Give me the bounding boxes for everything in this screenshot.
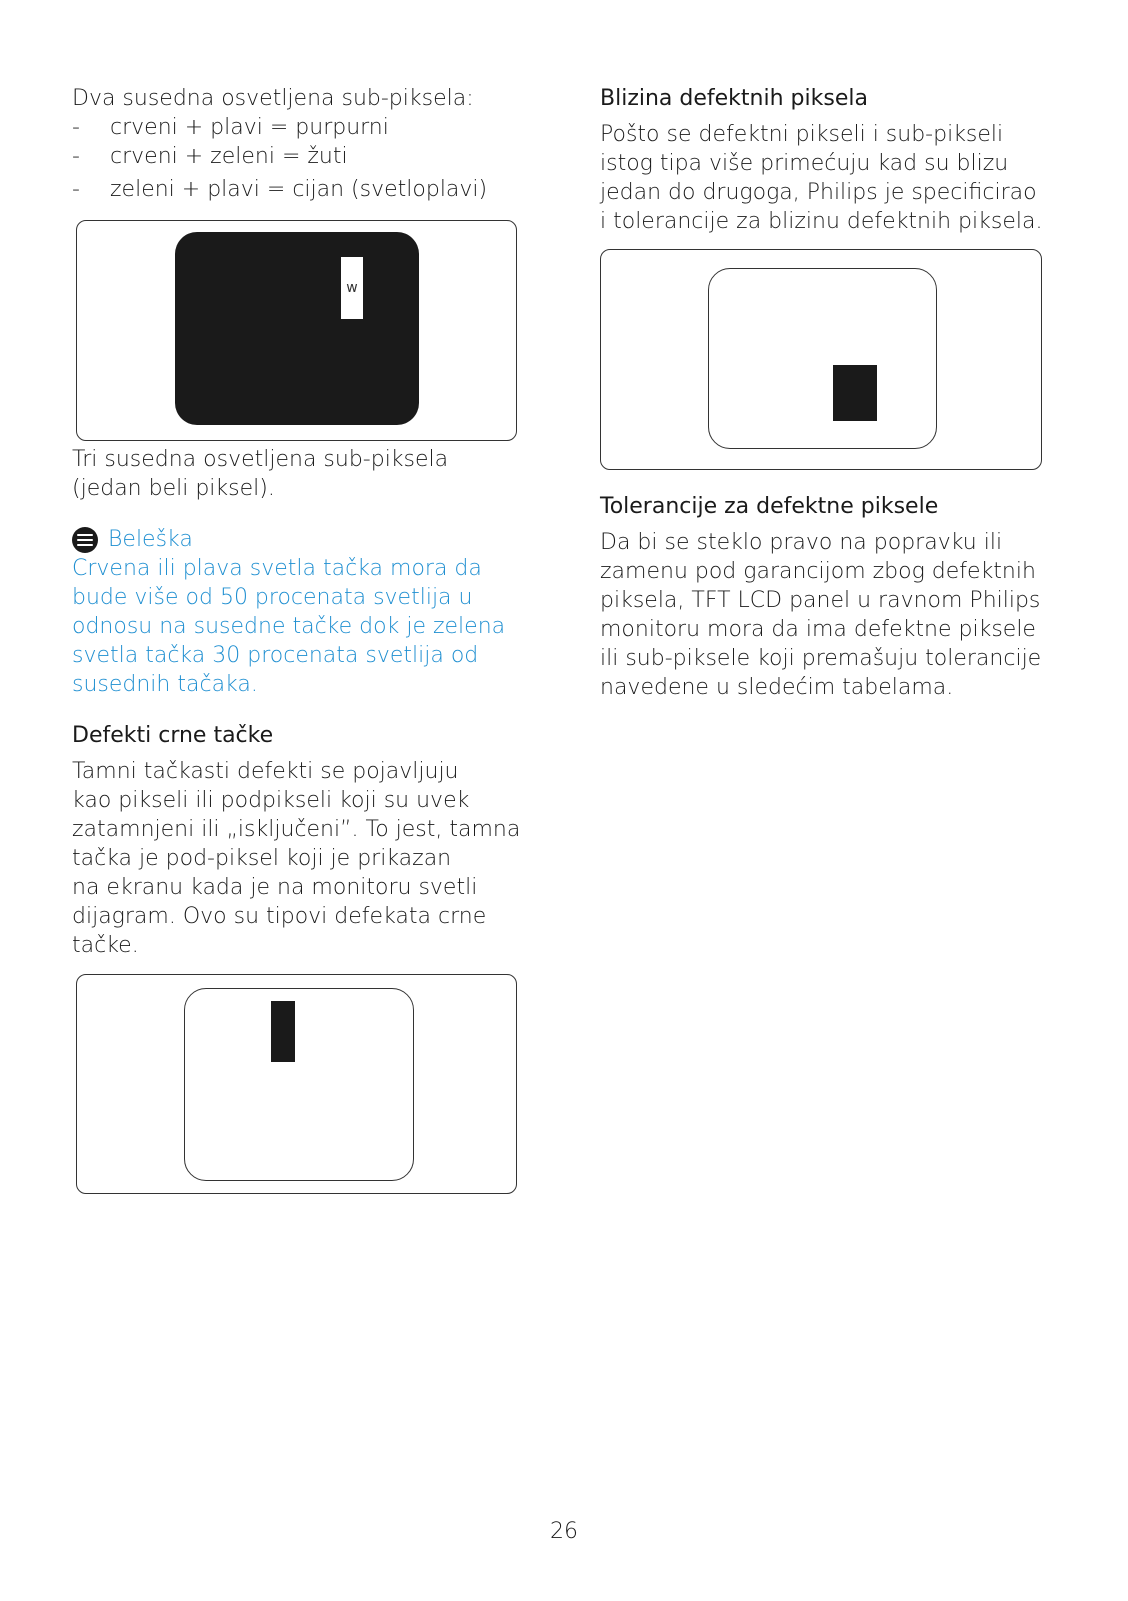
page-number: 26 — [550, 1519, 578, 1544]
black-dot-body — [72, 757, 527, 960]
body-line: na ekranu kada je na monitoru svetli — [72, 875, 478, 900]
left-column — [72, 84, 527, 1194]
dark-screen — [175, 232, 419, 425]
body-line: monitoru mora da ima defektne piksele — [600, 617, 1036, 642]
list-dash: - — [72, 177, 80, 202]
white-subpixel — [341, 257, 363, 319]
note-line: Crvena ili plava svetla tačka mora da — [72, 556, 482, 581]
note-line: odnosu na susedne tačke dok je zelena — [72, 614, 506, 639]
black-dot-heading: Defekti crne tačke — [72, 723, 274, 748]
list-item-text: crveni + plavi = purpurni — [110, 115, 389, 140]
body-line: Da bi se steklo pravo na popravku ili — [600, 530, 1003, 555]
note-line: bude više od 50 procenata svetlija u — [72, 585, 473, 610]
figure-caption — [72, 445, 527, 503]
note-title: Beleška — [108, 527, 193, 552]
list-item — [72, 113, 527, 142]
list-item — [72, 142, 527, 171]
note-line: svetla tačka 30 procenata svetlija od — [72, 643, 479, 668]
list-dash: - — [72, 144, 80, 169]
subpixel-label: w — [346, 280, 358, 296]
black-pixel — [833, 365, 877, 421]
body-line: piksela, TFT LCD panel u ravnom Philips — [600, 588, 1041, 613]
note-body — [72, 554, 527, 699]
list-item-text: zeleni + plavi = cijan (svetloplavi) — [110, 177, 488, 202]
body-line: tačka je pod-piksel koji je prikazan — [72, 846, 452, 871]
body-line: zamenu pod garancijom zbog defektnih — [600, 559, 1036, 584]
list-item-text: crveni + zeleni = žuti — [110, 144, 348, 169]
tolerance-body — [600, 528, 1060, 702]
body-line: Tamni tačkasti defekti se pojavljuju — [72, 759, 459, 784]
body-line: istog tipa više primećuju kad su blizu — [600, 151, 1009, 176]
note-icon — [72, 527, 98, 553]
caption-line: (jedan beli piksel). — [72, 476, 275, 501]
light-screen — [184, 988, 414, 1181]
body-line: i tolerancije za blizinu defektnih piksela. — [600, 209, 1043, 234]
note-heading — [72, 525, 527, 554]
body-line: jedan do drugoga, Philips je specificirao — [600, 180, 1037, 205]
body-line: tačke. — [72, 933, 139, 958]
proximity-figure — [600, 249, 1042, 470]
body-line: ili sub-piksele koji premašuju tolerancije — [600, 646, 1042, 671]
list-item — [72, 175, 527, 204]
intro-text: Dva susedna osvetljena sub-piksela: — [72, 86, 474, 111]
caption-line: Tri susedna osvetljena sub-piksela — [72, 447, 449, 472]
body-line: zatamnjeni ili „isključeni”. To jest, tamna — [72, 817, 521, 842]
proximity-heading: Blizina defektnih piksela — [600, 86, 868, 111]
body-line: kao pikseli ili podpikseli koji su uvek — [72, 788, 470, 813]
black-subpixel — [271, 1001, 295, 1062]
white-pixel-figure — [76, 220, 517, 441]
light-screen — [708, 268, 937, 449]
list-dash: - — [72, 115, 80, 140]
black-dot-figure — [76, 974, 517, 1194]
body-line: Pošto se defektni pikseli i sub-pikseli — [600, 122, 1004, 147]
note-line: susednih tačaka. — [72, 672, 258, 697]
color-combination-list — [72, 113, 527, 204]
body-line: navedene u sledećim tabelama. — [600, 675, 954, 700]
body-line: dijagram. Ovo su tipovi defekata crne — [72, 904, 487, 929]
tolerance-heading: Tolerancije za defektne piksele — [600, 494, 939, 519]
proximity-body — [600, 120, 1060, 236]
right-column — [600, 84, 1060, 702]
